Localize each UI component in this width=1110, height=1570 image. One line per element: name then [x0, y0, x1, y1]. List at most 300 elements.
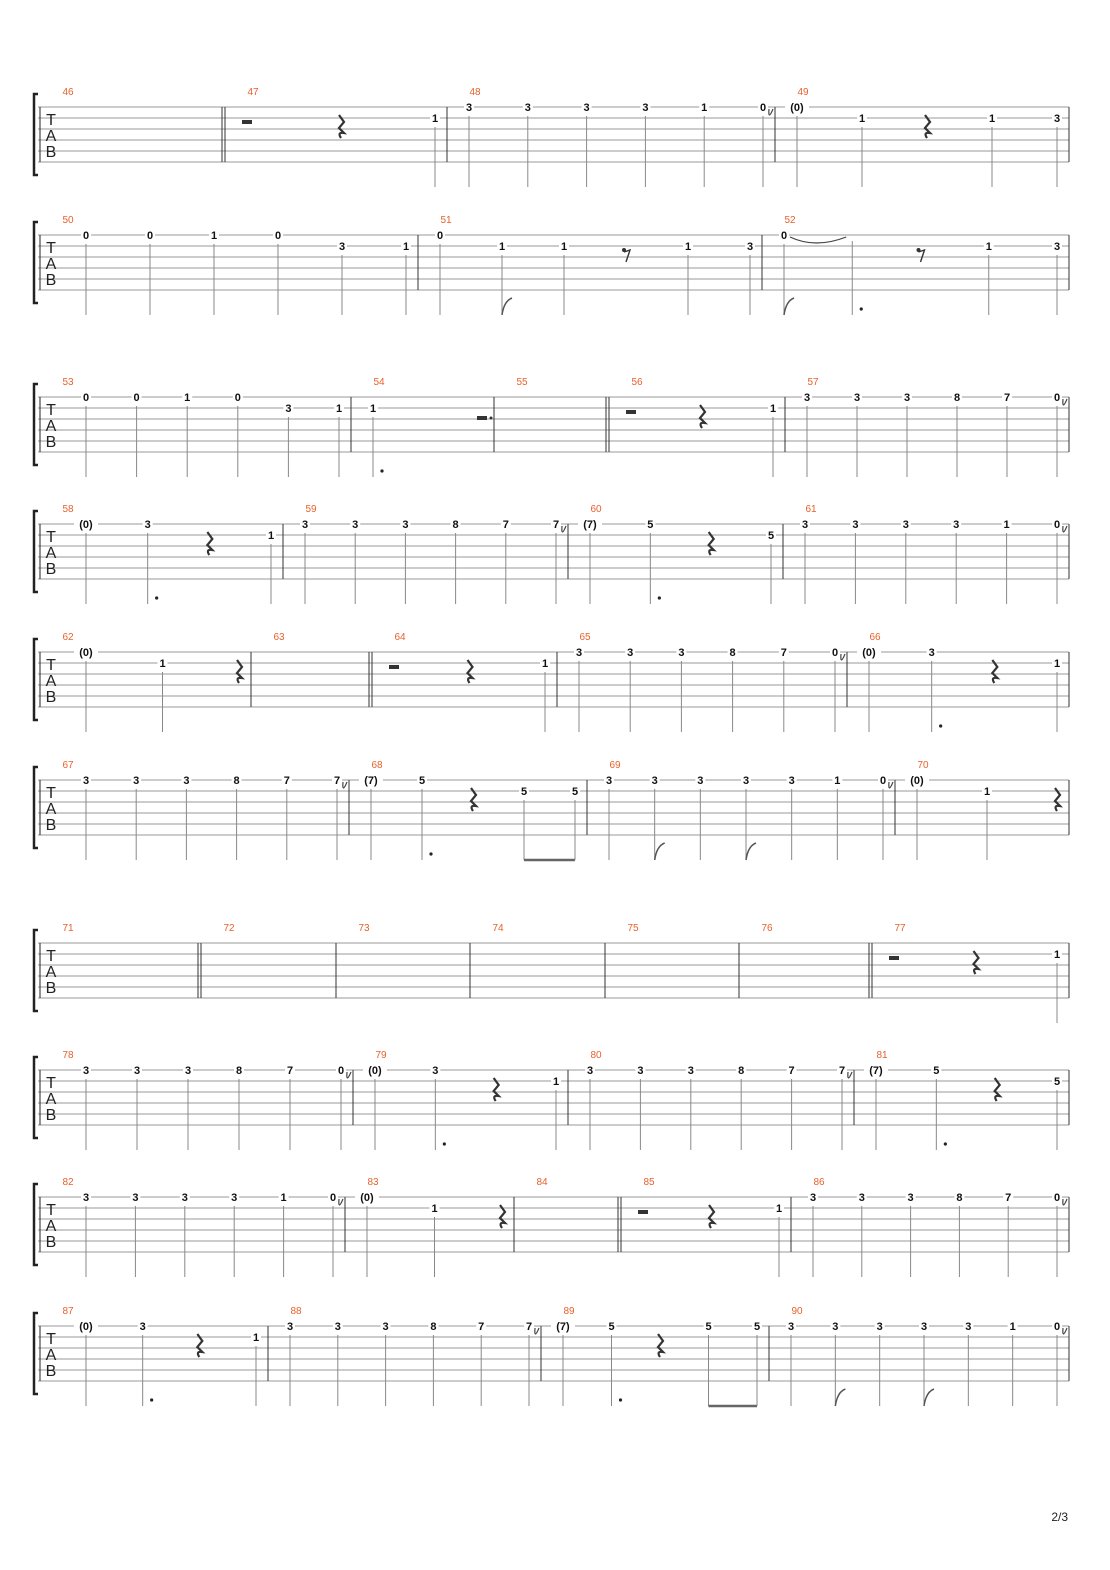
tab-system [34, 1306, 1069, 1406]
tab-clef-letter: A [45, 418, 57, 435]
fret-number: 0 [82, 230, 90, 242]
augmentation-dot [490, 417, 493, 420]
eighth-flag [746, 843, 756, 860]
measure [516, 377, 528, 388]
fret-number: (0) [79, 647, 93, 659]
tie-arc [535, 1328, 539, 1334]
measure-number: 59 [305, 504, 317, 515]
measure-number: 57 [807, 377, 819, 388]
measure [627, 923, 639, 934]
fret-number: 3 [903, 392, 911, 404]
measure-number: 47 [247, 87, 259, 98]
measure [864, 1050, 1062, 1150]
fret-number: 8 [233, 775, 240, 787]
measure-number: 82 [62, 1177, 74, 1188]
fret-number: 3 [637, 1065, 644, 1077]
eighth-flag [924, 1389, 934, 1406]
measure-number: 66 [869, 632, 881, 643]
fret-number: 5 [753, 1321, 761, 1333]
fret-number: 8 [729, 647, 736, 659]
fret-number: 1 [431, 1203, 438, 1215]
fret-number: 3 [183, 775, 190, 787]
augmentation-dot [443, 1142, 446, 1145]
measure [435, 215, 755, 315]
measure [626, 377, 778, 477]
fret-number: 0 [831, 647, 839, 659]
fret-number: 3 [853, 392, 861, 404]
fret-number: 5 [705, 1321, 712, 1333]
fret-number: 1 [1053, 658, 1061, 670]
measure [779, 215, 1062, 315]
fret-number: 5 [571, 786, 579, 798]
fret-number: 3 [144, 519, 151, 531]
fret-number: (7) [364, 775, 378, 787]
fret-number: 1 [252, 1332, 260, 1344]
tie-arc [339, 1199, 343, 1205]
tab-clef-letter: T [46, 1075, 56, 1092]
fret-number: 3 [82, 775, 90, 787]
fret-number: 3 [285, 403, 292, 415]
measure [285, 1306, 539, 1406]
fret-number: 3 [382, 1321, 389, 1333]
measure-number: 53 [62, 377, 74, 388]
measure [857, 632, 1062, 732]
fret-number: 3 [1053, 241, 1061, 253]
fret-number: 3 [651, 775, 658, 787]
fret-number: 0 [759, 102, 767, 114]
measure [578, 504, 776, 604]
measure-number: 90 [791, 1306, 803, 1317]
augmentation-dot [380, 469, 383, 472]
tab-system [34, 215, 1069, 315]
measure-number: 48 [469, 87, 481, 98]
measure [800, 504, 1067, 604]
fret-number: 1 [402, 241, 410, 253]
fret-number: 3 [575, 647, 583, 659]
fret-number: 1 [431, 113, 439, 125]
fret-number: 1 [560, 241, 568, 253]
measure [551, 1306, 762, 1406]
tab-clef-letter: T [46, 402, 56, 419]
half-rest [889, 956, 899, 960]
tab-clef-letter: B [45, 561, 57, 578]
tab-system [34, 1177, 1069, 1277]
fret-number: 7 [283, 775, 290, 787]
fret-number: 1 [985, 241, 992, 253]
measure-number: 65 [579, 632, 591, 643]
fret-number: 3 [627, 647, 634, 659]
fret-number: 1 [684, 241, 692, 253]
measure-number: 58 [62, 504, 74, 515]
measure [574, 632, 845, 732]
measure-number: 87 [62, 1306, 74, 1317]
fret-number: 1 [541, 658, 549, 670]
fret-number: 3 [605, 775, 613, 787]
fret-number: 0 [337, 1065, 345, 1077]
fret-number: 3 [334, 1321, 341, 1333]
half-rest [477, 416, 487, 420]
fret-number: 3 [402, 519, 409, 531]
fret-number: 1 [769, 403, 777, 415]
fret-number: (7) [556, 1321, 570, 1333]
measure-number: 68 [371, 760, 383, 771]
fret-number: 1 [701, 102, 708, 114]
tab-clef-letter: A [45, 1091, 57, 1108]
fret-number: 3 [82, 1065, 90, 1077]
tab-clef-letter: B [45, 144, 57, 161]
measure-number: 85 [643, 1177, 655, 1188]
fret-number: 7 [552, 519, 560, 531]
measure-number: 73 [358, 923, 370, 934]
fret-number: 3 [586, 1065, 594, 1077]
tie-arc [790, 237, 846, 243]
tab-system [34, 923, 1069, 1023]
page-number: 2/3 [1051, 1510, 1068, 1524]
fret-number: 3 [184, 1065, 192, 1077]
fret-number: 3 [965, 1321, 972, 1333]
fret-number: 1 [858, 113, 866, 125]
measure-number: 74 [492, 923, 504, 934]
fret-number: 3 [181, 1192, 188, 1204]
fret-number: 1 [834, 775, 841, 787]
tie-arc [1063, 526, 1067, 532]
eighth-flag [784, 298, 794, 315]
augmentation-dot [155, 596, 158, 599]
measure [368, 377, 493, 477]
fret-number: 3 [920, 1321, 928, 1333]
measure-number: 81 [876, 1050, 888, 1061]
measure-number: 55 [516, 377, 528, 388]
fret-number: 3 [1053, 113, 1061, 125]
measure-number: 70 [917, 760, 929, 771]
fret-number: 0 [329, 1192, 337, 1204]
fret-number: 0 [780, 230, 788, 242]
measure [808, 1177, 1067, 1277]
fret-number: 1 [267, 530, 275, 542]
tab-clef-letter: A [45, 673, 57, 690]
measure-number: 84 [536, 1177, 548, 1188]
tab-clef-letter: T [46, 785, 56, 802]
fret-number: 8 [452, 519, 459, 531]
measure-number: 51 [440, 215, 452, 226]
fret-number: 3 [907, 1192, 914, 1204]
fret-number: 3 [742, 775, 750, 787]
tie-arc [1063, 399, 1067, 405]
tie-arc [889, 782, 893, 788]
fret-number: (7) [869, 1065, 883, 1077]
fret-number: 0 [82, 392, 90, 404]
fret-number: 1 [280, 1192, 287, 1204]
augmentation-dot [860, 307, 863, 310]
fret-number: 3 [133, 1065, 141, 1077]
fret-number: 5 [767, 530, 775, 542]
measure-number: 52 [784, 215, 796, 226]
measure-number: 80 [590, 1050, 602, 1061]
fret-number: 0 [1053, 519, 1061, 531]
fret-number: 1 [1003, 519, 1010, 531]
measure [638, 1177, 784, 1277]
eighth-flag [502, 298, 512, 315]
measure-number: 77 [894, 923, 906, 934]
measure [492, 923, 504, 934]
fret-number: 7 [525, 1321, 533, 1333]
fret-number: 3 [928, 647, 935, 659]
tie-arc [343, 782, 347, 788]
fret-number: 3 [524, 102, 531, 114]
measure-number: 71 [62, 923, 74, 934]
measure [62, 377, 344, 477]
measure [62, 87, 74, 98]
tab-clef-letter: T [46, 657, 56, 674]
measure [62, 215, 411, 315]
measure-number: 76 [761, 923, 773, 934]
measure [464, 87, 773, 187]
fret-number: 1 [184, 392, 191, 404]
half-rest [626, 410, 636, 414]
augmentation-dot [944, 1142, 947, 1145]
measure-number: 69 [609, 760, 621, 771]
fret-number: 3 [852, 519, 859, 531]
measure [905, 760, 1060, 860]
fret-number: 1 [983, 786, 991, 798]
tab-clef-letter: A [45, 128, 57, 145]
fret-number: (0) [910, 775, 924, 787]
measure [536, 1177, 548, 1188]
fret-number: 5 [418, 775, 426, 787]
fret-number: 1 [1053, 949, 1061, 961]
system-bracket [34, 511, 38, 592]
tab-clef-letter: B [45, 272, 57, 289]
fret-number: 8 [738, 1065, 745, 1077]
eighth-rest-stem [624, 250, 630, 262]
eighth-rest-stem [919, 250, 925, 262]
measure-number: 46 [62, 87, 74, 98]
tab-clef-letter: B [45, 980, 57, 997]
measure-number: 56 [631, 377, 643, 388]
fret-number: 3 [678, 647, 685, 659]
measure [300, 504, 566, 604]
tab-clef-letter: A [45, 801, 57, 818]
tab-clef-letter: A [45, 545, 57, 562]
measure [389, 632, 550, 732]
fret-number: (0) [79, 519, 93, 531]
tab-clef-letter: T [46, 948, 56, 965]
system-bracket [34, 222, 38, 303]
fret-number: 3 [746, 241, 754, 253]
measure-number: 50 [62, 215, 74, 226]
measure-number: 67 [62, 760, 74, 771]
fret-number: 0 [1053, 392, 1061, 404]
measure-number: 62 [62, 632, 74, 643]
measure [223, 923, 235, 934]
tab-clef-letter: A [45, 256, 57, 273]
tab-clef-letter: B [45, 689, 57, 706]
system-bracket [34, 930, 38, 1011]
measure-number: 72 [223, 923, 235, 934]
fret-number: 0 [1053, 1321, 1061, 1333]
tie-arc [562, 526, 566, 532]
tab-system [34, 87, 1069, 187]
measure [355, 1177, 505, 1277]
measure-number: 79 [375, 1050, 387, 1061]
fret-number: 1 [498, 241, 506, 253]
system-bracket [34, 1313, 38, 1394]
fret-number: (7) [583, 519, 597, 531]
tie-arc [1063, 1328, 1067, 1334]
fret-number: 3 [803, 392, 811, 404]
fret-number: 3 [801, 519, 809, 531]
fret-number: 3 [902, 519, 909, 531]
fret-number: 7 [502, 519, 509, 531]
eighth-flag [655, 843, 665, 860]
measure [604, 760, 893, 860]
augmentation-dot [939, 724, 942, 727]
tie-arc [1063, 1199, 1067, 1205]
fret-number: (0) [790, 102, 804, 114]
fret-number: 7 [1005, 1192, 1012, 1204]
measure [62, 760, 347, 860]
measure-number: 60 [590, 504, 602, 515]
measure [359, 760, 580, 860]
eighth-flag [835, 1389, 845, 1406]
fret-number: 3 [809, 1192, 817, 1204]
fret-number: 5 [1053, 1076, 1061, 1088]
half-rest [389, 665, 399, 669]
fret-number: 3 [338, 241, 346, 253]
measure [62, 632, 242, 732]
fret-number: 0 [436, 230, 444, 242]
fret-number: 7 [788, 1065, 795, 1077]
system-bracket [34, 94, 38, 175]
fret-number: 5 [608, 1321, 615, 1333]
measure [242, 87, 440, 187]
fret-number: 8 [953, 392, 961, 404]
measure [62, 1177, 343, 1277]
fret-number: 1 [369, 403, 377, 415]
measure-number: 63 [273, 632, 285, 643]
fret-number: 8 [430, 1321, 437, 1333]
fret-number: 5 [647, 519, 654, 531]
fret-number: 3 [858, 1192, 865, 1204]
measure [358, 923, 370, 934]
measure [62, 1050, 351, 1150]
tab-clef-letter: B [45, 1107, 57, 1124]
fret-number: 7 [286, 1065, 294, 1077]
tab-system [34, 377, 1069, 477]
measure [62, 923, 74, 934]
system-bracket [34, 1184, 38, 1265]
tie-arc [848, 1072, 852, 1078]
fret-number: (0) [360, 1192, 374, 1204]
tab-clef-letter: T [46, 112, 56, 129]
tab-clef-letter: T [46, 529, 56, 546]
measure-number: 75 [627, 923, 639, 934]
fret-number: 1 [775, 1203, 783, 1215]
tie-arc [841, 654, 845, 660]
measure [273, 632, 285, 643]
measure-number: 54 [373, 377, 385, 388]
fret-number: 3 [352, 519, 359, 531]
tie-arc [347, 1072, 351, 1078]
fret-number: 3 [82, 1192, 90, 1204]
tie-arc [769, 109, 773, 115]
fret-number: 8 [956, 1192, 963, 1204]
fret-number: 7 [838, 1065, 846, 1077]
fret-number: 0 [1053, 1192, 1061, 1204]
fret-number: 1 [210, 230, 218, 242]
tab-clef-letter: T [46, 1202, 56, 1219]
tab-system [34, 632, 1069, 732]
fret-number: 0 [274, 230, 282, 242]
fret-number: 3 [832, 1321, 839, 1333]
fret-number: 3 [231, 1192, 238, 1204]
measure-number: 64 [394, 632, 406, 643]
fret-number: 0 [879, 775, 887, 787]
fret-number: (0) [862, 647, 876, 659]
fret-number: 3 [953, 519, 960, 531]
fret-number: 0 [234, 392, 241, 404]
fret-number: 3 [132, 1192, 139, 1204]
tab-clef-letter: T [46, 240, 56, 257]
fret-number: 7 [1003, 392, 1011, 404]
measure-number: 49 [797, 87, 809, 98]
fret-number: 3 [697, 775, 704, 787]
fret-number: 0 [133, 392, 140, 404]
fret-number: (0) [79, 1321, 93, 1333]
measure [62, 504, 276, 604]
system-bracket [34, 1057, 38, 1138]
fret-number: 1 [552, 1076, 560, 1088]
tab-clef-letter: B [45, 1363, 57, 1380]
fret-number: 7 [333, 775, 341, 787]
fret-number: 3 [133, 775, 140, 787]
augmentation-dot [150, 1398, 153, 1401]
fret-number: 3 [876, 1321, 883, 1333]
augmentation-dot [429, 852, 432, 855]
measure-number: 89 [563, 1306, 575, 1317]
fret-number: 3 [465, 102, 473, 114]
system-bracket [34, 767, 38, 848]
fret-number: 3 [788, 775, 795, 787]
fret-number: 3 [286, 1321, 294, 1333]
tab-system [34, 1050, 1069, 1150]
measure [62, 1306, 261, 1406]
fret-number: (0) [368, 1065, 382, 1077]
measure-number: 61 [805, 504, 817, 515]
measure [761, 923, 773, 934]
fret-number: 1 [988, 113, 996, 125]
fret-number: 7 [478, 1321, 485, 1333]
augmentation-dot [619, 1398, 622, 1401]
tab-clef-letter: B [45, 1234, 57, 1251]
fret-number: 1 [335, 403, 343, 415]
fret-number: 3 [301, 519, 309, 531]
tab-clef-letter: A [45, 1218, 57, 1235]
measure [802, 377, 1067, 477]
tab-clef-letter: B [45, 817, 57, 834]
tab-clef-letter: T [46, 1331, 56, 1348]
measure-number: 83 [367, 1177, 379, 1188]
fret-number: 5 [933, 1065, 940, 1077]
fret-number: 3 [687, 1065, 694, 1077]
fret-number: 1 [159, 658, 166, 670]
system-bracket [34, 384, 38, 465]
fret-number: 8 [235, 1065, 243, 1077]
fret-number: 3 [642, 102, 649, 114]
measure [785, 87, 1062, 187]
measure [889, 923, 1062, 1023]
measure [363, 1050, 561, 1150]
